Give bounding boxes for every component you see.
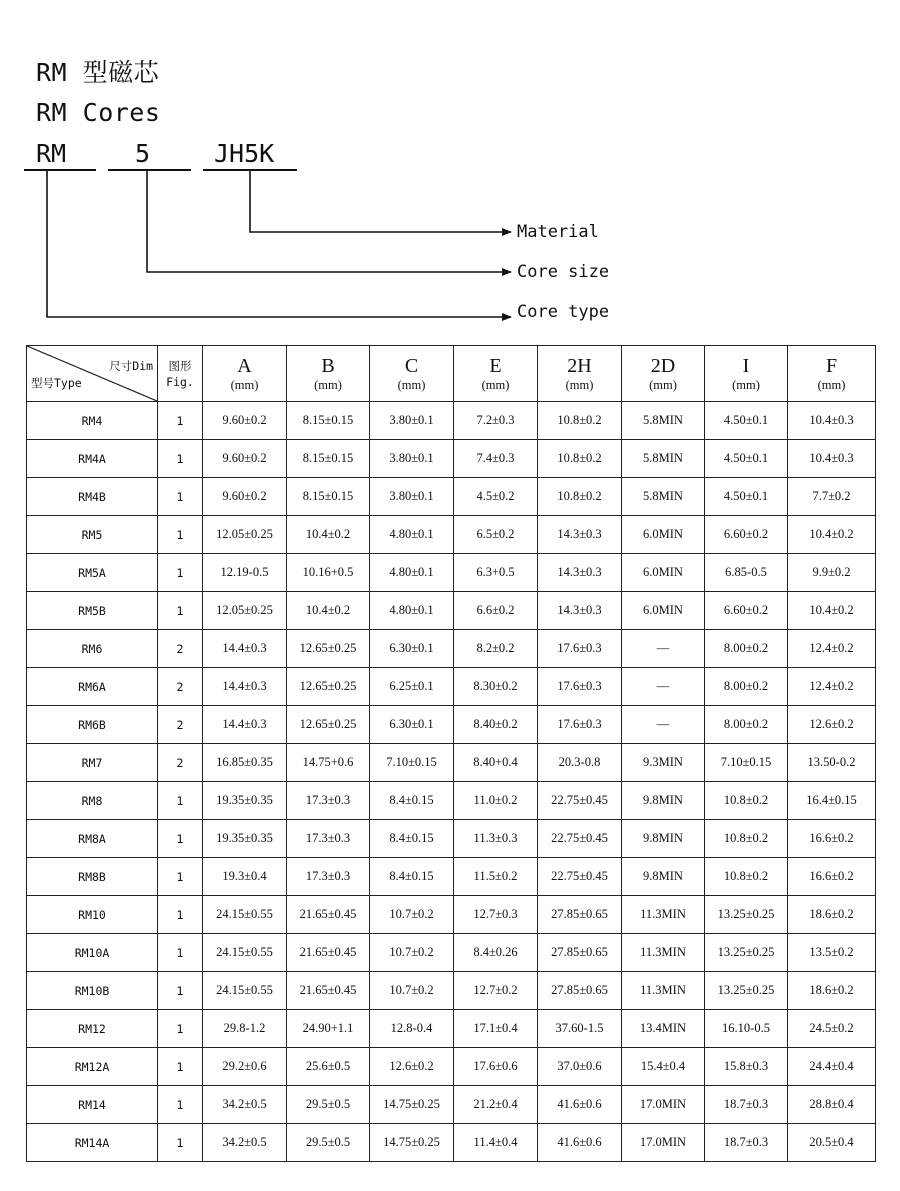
dimension-cell-e: 21.2±0.4 <box>454 1086 538 1124</box>
column-letter: 2H <box>567 354 592 377</box>
dimension-cell-2d: 9.8MIN <box>622 820 705 858</box>
dimension-cell-c: 4.80±0.1 <box>370 592 454 630</box>
column-header-i <box>705 346 788 402</box>
dimension-cell-2d: 11.3MIN <box>622 934 705 972</box>
dimension-cell-e: 11.0±0.2 <box>454 782 538 820</box>
dimension-cell-b: 8.15±0.15 <box>287 478 370 516</box>
dimension-cell-2h: 14.3±0.3 <box>538 592 622 630</box>
corner-header-cell <box>27 346 158 402</box>
dimension-cell-2d: 17.0MIN <box>622 1086 705 1124</box>
fig-cell: 1 <box>158 402 203 440</box>
table-header-row <box>27 346 876 402</box>
column-letter: I <box>742 354 750 377</box>
fig-cell: 1 <box>158 782 203 820</box>
dimension-cell-2h: 10.8±0.2 <box>538 440 622 478</box>
table-row <box>27 592 876 630</box>
column-unit: (mm) <box>817 377 846 392</box>
dimension-cell-b: 29.5±0.5 <box>287 1124 370 1162</box>
table-row <box>27 478 876 516</box>
code-core-size: 5 <box>135 139 151 168</box>
dimension-cell-2d: 9.8MIN <box>622 782 705 820</box>
core-type-cell: RM7 <box>27 744 158 782</box>
dimension-cell-c: 6.30±0.1 <box>370 706 454 744</box>
dimension-cell-a: 29.8-1.2 <box>203 1010 287 1048</box>
dimension-cell-2h: 17.6±0.3 <box>538 706 622 744</box>
dimension-cell-i: 4.50±0.1 <box>705 402 788 440</box>
dimension-cell-c: 10.7±0.2 <box>370 972 454 1010</box>
core-type-cell: RM4 <box>27 402 158 440</box>
column-header-2h <box>538 346 622 402</box>
dimension-cell-2h: 22.75±0.45 <box>538 782 622 820</box>
dimension-cell-a: 29.2±0.6 <box>203 1048 287 1086</box>
dimension-cell-c: 4.80±0.1 <box>370 516 454 554</box>
dimension-cell-f: 7.7±0.2 <box>788 478 876 516</box>
dimension-cell-2d: 15.4±0.4 <box>622 1048 705 1086</box>
dimension-cell-2d: — <box>622 668 705 706</box>
dimension-cell-f: 16.4±0.15 <box>788 782 876 820</box>
fig-cell: 1 <box>158 896 203 934</box>
dimension-cell-2h: 41.6±0.6 <box>538 1124 622 1162</box>
dimension-cell-f: 20.5±0.4 <box>788 1124 876 1162</box>
table-row <box>27 1010 876 1048</box>
fig-cell: 1 <box>158 820 203 858</box>
table-row <box>27 706 876 744</box>
dimension-cell-c: 14.75±0.25 <box>370 1124 454 1162</box>
dimension-cell-c: 6.30±0.1 <box>370 630 454 668</box>
dimension-cell-c: 7.10±0.15 <box>370 744 454 782</box>
dimension-cell-e: 12.7±0.3 <box>454 896 538 934</box>
fig-cell: 1 <box>158 592 203 630</box>
dimension-table <box>26 345 876 1162</box>
column-header-f <box>788 346 876 402</box>
code-material: JH5K <box>214 139 275 168</box>
column-header-2d <box>622 346 705 402</box>
dimension-cell-a: 9.60±0.2 <box>203 478 287 516</box>
table-row <box>27 744 876 782</box>
dimension-cell-c: 3.80±0.1 <box>370 402 454 440</box>
dimension-cell-c: 14.75±0.25 <box>370 1086 454 1124</box>
dimension-cell-b: 12.65±0.25 <box>287 668 370 706</box>
dimension-cell-b: 14.75+0.6 <box>287 744 370 782</box>
column-unit: (mm) <box>732 377 760 392</box>
table-body <box>27 402 876 1162</box>
column-unit: (mm) <box>230 377 259 392</box>
dimension-cell-f: 18.6±0.2 <box>788 972 876 1010</box>
table-row <box>27 668 876 706</box>
dimension-cell-i: 13.25±0.25 <box>705 972 788 1010</box>
dimension-cell-c: 12.6±0.2 <box>370 1048 454 1086</box>
column-header-c <box>370 346 454 402</box>
dimension-cell-e: 7.4±0.3 <box>454 440 538 478</box>
dimension-cell-e: 17.1±0.4 <box>454 1010 538 1048</box>
dimension-cell-2h: 37.60-1.5 <box>538 1010 622 1048</box>
core-type-cell: RM6A <box>27 668 158 706</box>
fig-cell: 1 <box>158 1124 203 1162</box>
fig-cell: 1 <box>158 1086 203 1124</box>
column-header-a <box>203 346 287 402</box>
dimension-cell-a: 14.4±0.3 <box>203 706 287 744</box>
core-type-cell: RM10A <box>27 934 158 972</box>
dimension-cell-2h: 10.8±0.2 <box>538 478 622 516</box>
dimension-cell-2d: 6.0MIN <box>622 592 705 630</box>
dimension-cell-f: 13.50-0.2 <box>788 744 876 782</box>
dimension-cell-i: 7.10±0.15 <box>705 744 788 782</box>
core-type-cell: RM4B <box>27 478 158 516</box>
dimension-cell-b: 17.3±0.3 <box>287 858 370 896</box>
dimension-cell-a: 24.15±0.55 <box>203 972 287 1010</box>
dimension-cell-2h: 37.0±0.6 <box>538 1048 622 1086</box>
dimension-cell-e: 7.2±0.3 <box>454 402 538 440</box>
dimension-cell-a: 9.60±0.2 <box>203 440 287 478</box>
dimension-cell-2d: 6.0MIN <box>622 516 705 554</box>
column-unit: (mm) <box>565 377 594 392</box>
fig-header-cell <box>158 346 203 402</box>
dimension-cell-e: 8.4±0.26 <box>454 934 538 972</box>
dimension-cell-c: 8.4±0.15 <box>370 858 454 896</box>
dimension-cell-2h: 14.3±0.3 <box>538 516 622 554</box>
core-type-cell: RM12 <box>27 1010 158 1048</box>
dimension-cell-a: 16.85±0.35 <box>203 744 287 782</box>
dimension-cell-b: 12.65±0.25 <box>287 630 370 668</box>
dimension-cell-f: 24.5±0.2 <box>788 1010 876 1048</box>
dimension-cell-b: 24.90+1.1 <box>287 1010 370 1048</box>
dimension-cell-i: 15.8±0.3 <box>705 1048 788 1086</box>
dimension-cell-c: 6.25±0.1 <box>370 668 454 706</box>
core-type-cell: RM5B <box>27 592 158 630</box>
dimension-cell-b: 8.15±0.15 <box>287 440 370 478</box>
dimension-cell-e: 8.40±0.2 <box>454 706 538 744</box>
dimension-cell-i: 8.00±0.2 <box>705 668 788 706</box>
dimension-cell-b: 10.4±0.2 <box>287 516 370 554</box>
dimension-cell-b: 21.65±0.45 <box>287 934 370 972</box>
dimension-cell-e: 17.6±0.6 <box>454 1048 538 1086</box>
dimension-cell-c: 3.80±0.1 <box>370 440 454 478</box>
fig-header-cn: 图形 <box>168 358 192 373</box>
dimension-cell-2d: 5.8MIN <box>622 440 705 478</box>
dimension-cell-c: 12.8-0.4 <box>370 1010 454 1048</box>
column-letter: B <box>321 354 335 377</box>
dimension-cell-e: 11.3±0.3 <box>454 820 538 858</box>
table-row <box>27 402 876 440</box>
dimension-cell-e: 4.5±0.2 <box>454 478 538 516</box>
dimension-cell-f: 24.4±0.4 <box>788 1048 876 1086</box>
table-row <box>27 516 876 554</box>
corner-type-label: 型号Type <box>31 376 82 390</box>
dimension-cell-c: 8.4±0.15 <box>370 820 454 858</box>
core-type-cell: RM8A <box>27 820 158 858</box>
core-type-cell: RM14A <box>27 1124 158 1162</box>
dimension-cell-f: 10.4±0.3 <box>788 440 876 478</box>
dimension-cell-f: 16.6±0.2 <box>788 820 876 858</box>
dimension-cell-b: 21.65±0.45 <box>287 972 370 1010</box>
table-row <box>27 896 876 934</box>
dimension-cell-2d: 5.8MIN <box>622 402 705 440</box>
core-type-cell: RM6 <box>27 630 158 668</box>
dimension-cell-b: 17.3±0.3 <box>287 820 370 858</box>
table-row <box>27 1124 876 1162</box>
legend-material: Material <box>517 222 599 242</box>
fig-cell: 1 <box>158 1010 203 1048</box>
column-header-b <box>287 346 370 402</box>
code-core-type: RM <box>36 139 67 168</box>
core-type-cell: RM8B <box>27 858 158 896</box>
dimension-cell-i: 13.25±0.25 <box>705 934 788 972</box>
table-row <box>27 1048 876 1086</box>
dimension-cell-a: 19.35±0.35 <box>203 820 287 858</box>
core-type-cell: RM12A <box>27 1048 158 1086</box>
dimension-cell-a: 12.05±0.25 <box>203 592 287 630</box>
title-english: RM Cores <box>36 98 161 127</box>
dimension-cell-f: 13.5±0.2 <box>788 934 876 972</box>
dimension-cell-f: 18.6±0.2 <box>788 896 876 934</box>
dimension-cell-2h: 27.85±0.65 <box>538 972 622 1010</box>
dimension-cell-i: 8.00±0.2 <box>705 706 788 744</box>
dimension-cell-f: 12.4±0.2 <box>788 630 876 668</box>
fig-cell: 2 <box>158 706 203 744</box>
dimension-cell-2h: 14.3±0.3 <box>538 554 622 592</box>
table-row <box>27 972 876 1010</box>
dimension-cell-f: 10.4±0.3 <box>788 402 876 440</box>
dimension-cell-2h: 27.85±0.65 <box>538 896 622 934</box>
dimension-cell-2d: — <box>622 706 705 744</box>
table-row <box>27 934 876 972</box>
fig-cell: 1 <box>158 934 203 972</box>
dimension-cell-c: 10.7±0.2 <box>370 934 454 972</box>
dimension-cell-i: 18.7±0.3 <box>705 1086 788 1124</box>
column-unit: (mm) <box>314 377 342 392</box>
dimension-cell-c: 10.7±0.2 <box>370 896 454 934</box>
dimension-cell-2h: 22.75±0.45 <box>538 858 622 896</box>
dimension-cell-b: 10.16+0.5 <box>287 554 370 592</box>
fig-cell: 1 <box>158 516 203 554</box>
dimension-cell-b: 8.15±0.15 <box>287 402 370 440</box>
legend-core-type: Core type <box>517 302 610 322</box>
fig-cell: 2 <box>158 668 203 706</box>
column-unit: (mm) <box>481 377 510 392</box>
dimension-cell-f: 9.9±0.2 <box>788 554 876 592</box>
table-row <box>27 630 876 668</box>
column-header-e <box>454 346 538 402</box>
fig-cell: 2 <box>158 630 203 668</box>
dimension-cell-2d: 6.0MIN <box>622 554 705 592</box>
dimension-cell-f: 10.4±0.2 <box>788 516 876 554</box>
dimension-cell-i: 4.50±0.1 <box>705 440 788 478</box>
dimension-cell-e: 8.40+0.4 <box>454 744 538 782</box>
dimension-cell-a: 24.15±0.55 <box>203 934 287 972</box>
core-type-cell: RM8 <box>27 782 158 820</box>
core-type-cell: RM10 <box>27 896 158 934</box>
dimension-cell-f: 12.6±0.2 <box>788 706 876 744</box>
fig-cell: 1 <box>158 478 203 516</box>
table-row <box>27 782 876 820</box>
dimension-cell-i: 6.60±0.2 <box>705 516 788 554</box>
dimension-cell-b: 17.3±0.3 <box>287 782 370 820</box>
column-unit: (mm) <box>397 377 426 392</box>
core-type-cell: RM14 <box>27 1086 158 1124</box>
core-type-cell: RM6B <box>27 706 158 744</box>
table-row <box>27 1086 876 1124</box>
part-number-diagram <box>0 0 900 345</box>
core-type-cell: RM4A <box>27 440 158 478</box>
dimension-cell-2d: 11.3MIN <box>622 896 705 934</box>
dimension-cell-i: 10.8±0.2 <box>705 858 788 896</box>
fig-header-en: Fig. <box>166 374 194 389</box>
dimension-cell-b: 25.6±0.5 <box>287 1048 370 1086</box>
column-unit: (mm) <box>649 377 677 392</box>
table-row <box>27 820 876 858</box>
fig-cell: 1 <box>158 554 203 592</box>
fig-cell: 1 <box>158 858 203 896</box>
column-letter: E <box>489 354 502 377</box>
dimension-cell-c: 3.80±0.1 <box>370 478 454 516</box>
dimension-cell-a: 12.19-0.5 <box>203 554 287 592</box>
dimension-cell-2d: — <box>622 630 705 668</box>
title-chinese: RM 型磁芯 <box>36 58 160 87</box>
dimension-cell-a: 19.35±0.35 <box>203 782 287 820</box>
dimension-cell-i: 6.85-0.5 <box>705 554 788 592</box>
dimension-cell-a: 34.2±0.5 <box>203 1124 287 1162</box>
dimension-cell-e: 8.30±0.2 <box>454 668 538 706</box>
column-letter: C <box>404 354 419 377</box>
core-type-cell: RM10B <box>27 972 158 1010</box>
dimension-cell-c: 4.80±0.1 <box>370 554 454 592</box>
dimension-cell-e: 6.3+0.5 <box>454 554 538 592</box>
core-type-cell: RM5 <box>27 516 158 554</box>
dimension-cell-a: 19.3±0.4 <box>203 858 287 896</box>
dimension-cell-f: 12.4±0.2 <box>788 668 876 706</box>
dimension-cell-a: 12.05±0.25 <box>203 516 287 554</box>
dimension-cell-2h: 41.6±0.6 <box>538 1086 622 1124</box>
fig-cell: 1 <box>158 972 203 1010</box>
dimension-cell-2d: 13.4MIN <box>622 1010 705 1048</box>
dimension-cell-e: 8.2±0.2 <box>454 630 538 668</box>
dimension-cell-b: 10.4±0.2 <box>287 592 370 630</box>
dimension-cell-2h: 22.75±0.45 <box>538 820 622 858</box>
dimension-cell-i: 10.8±0.2 <box>705 820 788 858</box>
dimension-cell-i: 10.8±0.2 <box>705 782 788 820</box>
dimension-cell-2d: 9.8MIN <box>622 858 705 896</box>
leader-core-type <box>47 170 511 317</box>
dimension-cell-2h: 27.85±0.65 <box>538 934 622 972</box>
dimension-cell-a: 9.60±0.2 <box>203 402 287 440</box>
dimension-cell-e: 11.4±0.4 <box>454 1124 538 1162</box>
dimension-cell-f: 16.6±0.2 <box>788 858 876 896</box>
dimension-cell-2d: 9.3MIN <box>622 744 705 782</box>
dimension-cell-e: 6.6±0.2 <box>454 592 538 630</box>
dimension-cell-i: 18.7±0.3 <box>705 1124 788 1162</box>
dimension-cell-f: 10.4±0.2 <box>788 592 876 630</box>
dimension-cell-i: 4.50±0.1 <box>705 478 788 516</box>
core-type-cell: RM5A <box>27 554 158 592</box>
corner-dim-label: 尺寸Dim <box>109 359 153 373</box>
dimension-cell-b: 29.5±0.5 <box>287 1086 370 1124</box>
fig-cell: 1 <box>158 440 203 478</box>
dimension-cell-2h: 10.8±0.2 <box>538 402 622 440</box>
legend-core-size: Core size <box>517 262 610 282</box>
dimension-cell-c: 8.4±0.15 <box>370 782 454 820</box>
dimension-cell-i: 13.25±0.25 <box>705 896 788 934</box>
fig-cell: 1 <box>158 1048 203 1086</box>
dimension-cell-2d: 17.0MIN <box>622 1124 705 1162</box>
dimension-cell-i: 16.10-0.5 <box>705 1010 788 1048</box>
dimension-cell-f: 28.8±0.4 <box>788 1086 876 1124</box>
dimension-cell-i: 6.60±0.2 <box>705 592 788 630</box>
leader-material <box>250 170 511 232</box>
dimension-cell-e: 12.7±0.2 <box>454 972 538 1010</box>
dimension-cell-2h: 20.3-0.8 <box>538 744 622 782</box>
dimension-cell-2d: 11.3MIN <box>622 972 705 1010</box>
fig-cell: 2 <box>158 744 203 782</box>
column-letter: F <box>825 354 838 377</box>
dimension-cell-2d: 5.8MIN <box>622 478 705 516</box>
table-row <box>27 440 876 478</box>
column-letter: A <box>237 354 252 377</box>
column-letter: 2D <box>650 354 676 377</box>
table-row <box>27 858 876 896</box>
dimension-cell-b: 21.65±0.45 <box>287 896 370 934</box>
dimension-cell-a: 24.15±0.55 <box>203 896 287 934</box>
dimension-cell-b: 12.65±0.25 <box>287 706 370 744</box>
dimension-cell-i: 8.00±0.2 <box>705 630 788 668</box>
dimension-cell-a: 14.4±0.3 <box>203 668 287 706</box>
dimension-cell-a: 34.2±0.5 <box>203 1086 287 1124</box>
dimension-cell-e: 6.5±0.2 <box>454 516 538 554</box>
table-row <box>27 554 876 592</box>
dimension-cell-2h: 17.6±0.3 <box>538 668 622 706</box>
leader-core-size <box>147 170 511 272</box>
dimension-cell-a: 14.4±0.3 <box>203 630 287 668</box>
dimension-cell-2h: 17.6±0.3 <box>538 630 622 668</box>
dimension-cell-e: 11.5±0.2 <box>454 858 538 896</box>
